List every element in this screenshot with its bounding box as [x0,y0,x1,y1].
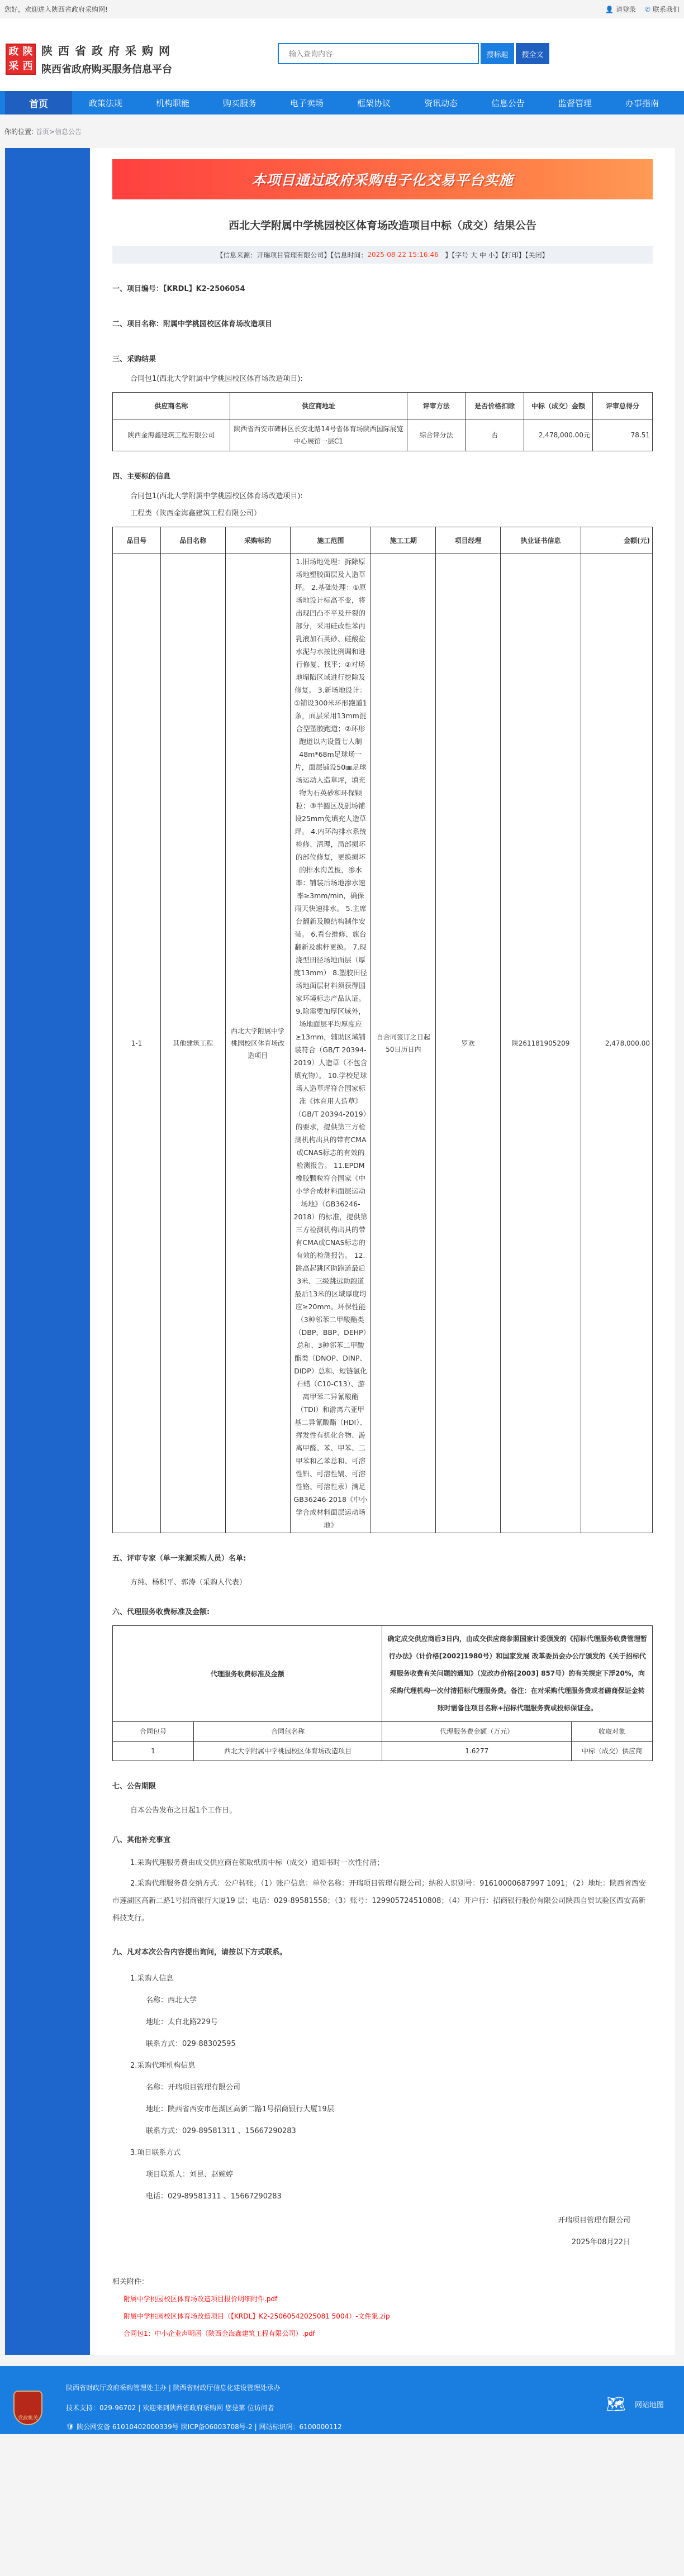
left-panel [5,148,90,2355]
agency-heading: 2.采购代理机构信息 [130,2062,196,2070]
project-contact-heading: 3.项目联系方式 [130,2149,181,2157]
project-contact-phone: 电话：029-89581311 、15667290283 [146,2192,282,2201]
info-time: 2025-08-22 15:16:46 [367,251,439,259]
item-number: 1-1 [113,554,161,1533]
breadcrumb-current[interactable]: >信息公告 [49,127,82,136]
th: 项目经理 [436,527,501,554]
th: 合同包名称 [193,1722,382,1742]
item-category: 工程类（陕西金海鑫建筑工程有限公司） [130,509,262,518]
article [90,148,675,2355]
logo-char: 采 [8,60,19,72]
table-row [113,419,653,451]
badge-label: 党政机关 [17,2416,38,2421]
project-manager: 罗欢 [436,554,501,1533]
th: 供应商名称 [113,393,230,419]
page-title: 西北大学附属中学桃园校区体育场改造项目中标（成交）结果公告 [228,220,536,232]
section-other: 八、其他补充事宜 [112,1836,171,1844]
period-text: 自本公告发布之日起1个工作日。 [130,1806,237,1815]
supplier-name: 陕西金海鑫建筑工程有限公司 [113,419,230,451]
site-subtitle: 陕西省政府购买服务信息平台 [41,64,172,75]
police-emblem-icon: 🛡 [66,2423,75,2431]
price-deduction: 否 [466,419,524,451]
login-link[interactable] [605,4,636,14]
items-table [112,527,653,1533]
footer-support: 技术支持：029-96702 | 欢迎来到陕西省政府采购网 您是第 位访问者 [66,2404,274,2412]
attachments-list [112,2294,653,2338]
site-logo[interactable] [6,42,175,76]
agency-phone: 联系方式：029-89581311 、15667290283 [146,2127,296,2135]
nav-news[interactable]: 资讯动态 [424,98,458,108]
th: 代理服务费金额（万元） [382,1722,572,1742]
th: 执业证书信息 [501,527,581,554]
section-main-items: 四、主要标的信息 [112,473,171,481]
attachment-link[interactable]: 合同包1：中小企业声明函（陕西金海鑫建筑工程有限公司）.pdf [124,2330,315,2338]
section-contact: 九、凡对本次公告内容提出询问，请按以下方式联系。 [112,1948,287,1957]
th: 评审方法 [407,393,466,419]
map-icon: 🗺 [606,2395,626,2413]
project-contact-person: 项目联系人：刘昆、赵婉婷 [146,2170,234,2179]
search-full-text-button[interactable]: 搜全文 [516,43,549,64]
search-title-button[interactable]: 搜标题 [481,43,514,64]
section-project-number: 一、项目编号：【KRDL】K2-2506054 [112,285,245,293]
purchaser-phone: 联系方式：029-88302595 [146,2040,236,2048]
attachment-link[interactable]: 附属中学桃园校区体育场改造项目报价明细附件.pdf [124,2295,278,2303]
section-project-name: 二、项目名称：附属中学桃园校区体育场改造项目 [112,320,273,328]
package-number: 1 [113,1742,194,1761]
fee-payer: 中标（成交）供应商 [572,1742,653,1761]
attachments-label: 相关附件： [112,2278,149,2286]
supplier-address: 陕西省西安市碑林区长安北路14号省体育场陕西国际展览中心展馆一层C1 [230,419,407,451]
nav-institutions[interactable]: 机构职能 [155,98,189,108]
welcome-text: 您好，欢迎进入陕西省政府采购网! [4,6,108,13]
logo-char: 政 [8,45,19,58]
search-bar [278,43,549,64]
logo-mark [6,44,36,75]
fee-table [112,1625,653,1761]
nav-e-mall[interactable]: 电子卖场 [289,98,324,108]
purchaser-address: 地址：太白北路229号 [146,2018,218,2026]
header [0,18,684,91]
nav-guide[interactable]: 办事指南 [625,98,659,108]
footer-organizer: 陕西省财政厅政府采购管理处主办 | 陕西省财政厅信息化建设管理处承办 [66,2384,281,2392]
total-score: 78.51 [593,419,653,451]
main-nav [0,91,684,115]
th: 施工工期 [371,527,436,554]
section-period: 七、公告期限 [112,1782,156,1791]
user-icon: 👤 [605,6,614,13]
fee-description: 确定成交供应商后3日内，由成交供应商参照国家计委颁发的《招标代理服务收费管理暂行办法》（计价格[2002]1980号）和国家发展 改革委员会办公厅颁发的《关于招标代理服务收费有关问题的通知》（发改办价格[2003] 857号）的有关规定下浮20%，向采购代理机构一次付清招标代理服务费。备注：在对采购代理服务费或者磋商保证金转账时需备注项目名称+招标代理服务费或投标保证金。 [382,1626,653,1722]
attachment-link[interactable]: 附属中学桃园校区体育场改造项目（【KRDL】K2-25060542025081 5004）-文件集.zip [124,2312,390,2320]
info-bar [112,246,653,264]
section-results: 三、采购结果 [112,355,156,364]
fee-label: 代理服务收费标准及金额 [113,1626,382,1722]
info-actions[interactable]: 】【字号 大 中 小】【打印】【关闭】 [445,251,549,259]
party-government-badge-icon[interactable] [13,2391,42,2425]
amount: 2,478,000.00 [581,554,653,1533]
item-name: 其他建筑工程 [160,554,225,1533]
phone-icon: ✆ [644,6,650,13]
info-source: 【信息来源：开瑞项目管理有限公司】【信息时间： [216,251,368,259]
agency-name: 名称：开瑞项目管理有限公司 [146,2083,241,2092]
procurement-object: 西北大学附属中学桃园校区体育场改造项目 [225,554,290,1533]
bid-amount: 2,478,000.00元 [524,419,593,451]
package-name: 西北大学附属中学桃园校区体育场改造项目 [193,1742,382,1761]
signature-date: 2025年08月22日 [571,2238,630,2246]
breadcrumb-label: 你的位置: [4,127,34,136]
nav-purchase-services[interactable]: 购买服务 [222,98,256,108]
search-input[interactable] [278,43,479,64]
th: 供应商地址 [230,393,407,419]
signature-org: 开瑞项目管理有限公司 [557,2216,630,2225]
main-area [5,148,675,2355]
breadcrumb [0,115,684,148]
th: 品目名称 [160,527,225,554]
th: 收取对象 [572,1722,653,1742]
nav-framework[interactable]: 框架协议 [357,98,391,108]
purchaser-heading: 1.采购人信息 [130,1974,174,1983]
contact-label: 联系我们 [652,6,680,13]
contract-package: 合同包1(西北大学附属中学桃园校区体育场改造项目): [130,492,303,500]
breadcrumb-home[interactable]: 首页 [35,127,49,136]
th: 施工范围 [290,527,371,554]
footer-registration[interactable] [66,2422,342,2431]
experts-list: 方纯、杨积平、郭涛（采购人代表） [130,1578,247,1587]
section-experts: 五、评审专家（单一来源采购人员）名单: [112,1554,246,1563]
table-row [113,1742,653,1761]
nav-supervision[interactable]: 监督管理 [558,98,592,108]
th: 采购标的 [225,527,290,554]
logo-char: 陕 [22,45,33,58]
th: 合同包号 [113,1722,194,1742]
construction-scope: 1.旧场地处理：拆除原场地塑胶面层及人造草坪。 2.基础处理：①原场地设计标高不变，将出现凹凸不平及开裂的部分，采用硅改性苯丙乳液加石英砂、硅酸盐水泥与水按比例调和进行修复、找平；②对场地塌陷区域进行挖除及修复。 3.新场地设计：①铺设300米环形跑道1条，面层采用13mm混合型塑胶跑道；②环形跑道以内设置七人制48m*68m足球场一片，面层铺设50㎜足球场运动人造草坪，填充物为石英砂和环保颗粒；③半圆区及副场铺设25mm免填充人造草坪。 4.内环沟排水系统检修、清理，局部损坏的部位修复，更换损坏的排水沟盖板，渗水率：铺装后场地渗水速率≥3mm/min，确保雨天快速排水。 5.主席台翻新及膜结构制作安装。 6.看台维修、旗台翻新及旗杆更换。 7.现浇型田径场地面层（厚度13mm） 8.塑胶田径场地面层材料须获得国家环境标志产品认证。 9.除需要加厚区域外，场地面层平均厚度应≥13mm，辅助区域铺装符合（GB/T 20394-2019）人造草（不包含填充物）。 10.学校足球场人造草坪符合国家标准《体育用人造草》（GB/T 20394-2019）的要求，提供第三方检测机构出具的带有CMA或CNAS标志的有效的检测报告。 11.EPDM橡胶颗粒符合国家《中小学合成材料面层运动场地》（GB36246-2018）的标准，提供第三方检测机构出具的带有CMA或CNAS标志的有效的检测报告。 12.跳高起跳区助跑道最后3米、三级跳远助跑道最后13米的区域厚度均应≥20mm。环保性能（3种邻苯二甲酸酯类（DBP、BBP、DEHP）总和、3种邻苯二甲酸酯类（DNOP、DINP、DIDP）总和、短链氯化石蜡（C10-C13）、游离甲苯二异氰酸酯（TDI）和游离六亚甲基二异氰酸酯（HDI）、挥发性有机化合物、游离甲醛、苯、甲苯、二甲苯和乙苯总和、可溶性铅、可溶性镉、可溶性铬、可溶性汞）满足GB36246-2018《中小学合成材料面层运动场地》 [290,554,371,1533]
footer-registration-text: 陕公网安备 61010402000339号 陕ICP备06003708号-2 | 网站标识码：6100000112 [77,2423,342,2431]
sitemap-label: 网站地图 [634,2401,664,2410]
contact-link[interactable] [645,4,680,14]
th: 金额(元) [581,527,653,554]
nav-policy[interactable]: 政策法规 [88,98,122,108]
fee-amount: 1.6277 [382,1742,572,1761]
construction-period: 自合同签订之日起50日历日内 [371,554,436,1533]
site-name: 陕西省政府采购网 [41,44,175,58]
contract-package: 合同包1(西北大学附属中学桃园校区体育场改造项目): [130,375,303,383]
eval-method: 综合评分法 [407,419,466,451]
sitemap-link[interactable] [606,2395,664,2413]
nav-announcements[interactable]: 信息公告 [491,98,525,108]
table-row [113,554,653,1533]
footer [0,2366,684,2434]
logo-char: 西 [22,60,33,72]
th: 品目号 [113,527,161,554]
th: 中标（成交）金额 [524,393,593,419]
login-label: 请登录 [615,6,636,13]
certificate-info: 陕261181905209 [501,554,581,1533]
results-table [112,392,653,451]
agency-address: 地址：陕西省西安市莲湖区高新二路1号招商银行大厦19层 [146,2105,334,2114]
other-item: 1.采购代理服务费由成交供应商在领取纸质中标（成交）通知书时一次性付清； [130,1859,384,1867]
th: 是否价格扣除 [466,393,524,419]
purchaser-name: 名称：西北大学 [146,1996,197,2005]
section-agency-fee: 六、代理服务收费标准及金额: [112,1608,210,1616]
th: 评审总得分 [593,393,653,419]
platform-banner: 本项目通过政府采购电子化交易平台实施 [112,159,653,199]
top-bar [0,0,684,18]
nav-home[interactable]: 首页 [5,91,72,115]
other-item: 2.采购代理服务费交纳方式：公户转账；（1）账户信息：单位名称：开瑞项目管理有限公司；纳税人识别号：91610000687997 1091；（2）地址：陕西省西安市莲湖区高新二路1号招商银行大厦19 层；电话：029-89581558；（3）账号：129905724510808；（4）开户行：招商银行股份有限公司陕西自贸试验区西安高新科技支行。 [112,1879,646,1923]
